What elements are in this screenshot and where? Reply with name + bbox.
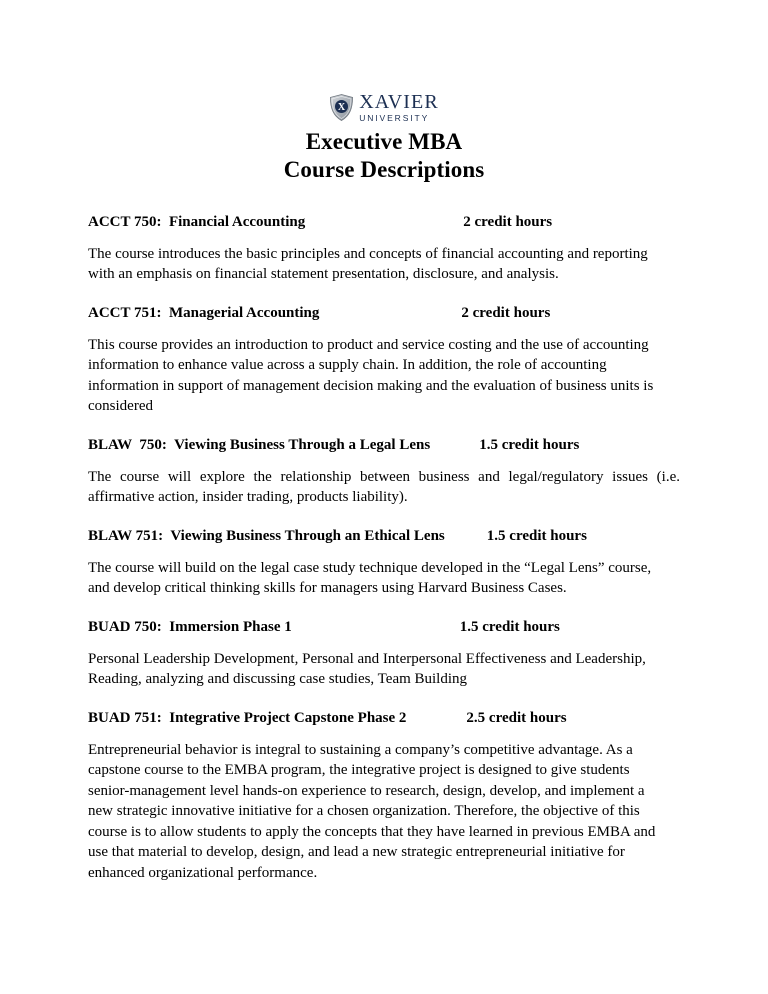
course-code-title: BLAW 750: Viewing Business Through a Legal Lens xyxy=(88,436,431,453)
course-heading xyxy=(88,527,680,546)
course-entry xyxy=(88,213,680,285)
course-heading xyxy=(88,709,680,728)
logo-university-subname: UNIVERSITY xyxy=(359,113,430,123)
page-title xyxy=(0,128,768,184)
course-description: The course will build on the legal case study technique developed in the “Legal Lens” course, and develop critical thinking skills for managers using Harvard Business Cases. xyxy=(88,559,652,597)
course-code-title: ACCT 750: Financial Accounting xyxy=(88,213,306,230)
course-heading xyxy=(88,436,680,455)
course-credit-hours: 1.5 credit hours xyxy=(459,618,560,635)
course-description: This course provides an introduction to product and service costing and the use of accounting information to enhance value across a supply chain. In addition, the role of accounting information in support of management decision making and the evaluation of business units is considered xyxy=(88,336,654,415)
logo-university-name: XAVIER xyxy=(359,91,439,113)
course-description: Entrepreneurial behavior is integral to sustaining a company’s competitive advantage. As a capstone course to the EMBA program, the integrative project is designed to give students senior-management level hands-on experience to research, design, develop, and implement a new strategic innovative initiative for a chosen organization. Therefore, the objective of this course is to allow students to apply the concepts that they have learned in previous EMBA and use that material to develop, design, and lead a new strategic entrepreneurial initiative for enhanced organizational performance. xyxy=(88,741,656,881)
course-entry xyxy=(88,304,680,417)
xavier-university-logo xyxy=(329,92,439,124)
course-list xyxy=(0,184,768,884)
course-entry xyxy=(88,709,680,884)
course-credit-hours: 1.5 credit hours xyxy=(479,436,580,453)
course-heading xyxy=(88,304,680,323)
logo-wordmark xyxy=(359,92,439,124)
university-logo-block xyxy=(0,0,768,124)
course-heading xyxy=(88,213,680,232)
course-credit-hours: 2 credit hours xyxy=(463,213,553,230)
course-description: Personal Leadership Development, Personal and Interpersonal Effectiveness and Leadership, Reading, analyzing and discussing case studies, Team Building xyxy=(88,650,646,688)
course-entry xyxy=(88,527,680,599)
course-code-title: BUAD 751: Integrative Project Capstone Phase 2 xyxy=(88,709,407,726)
xavier-shield-icon xyxy=(329,94,354,121)
course-credit-hours: 1.5 credit hours xyxy=(486,527,587,544)
page-title-line-2: Course Descriptions xyxy=(283,156,485,182)
course-credit-hours: 2 credit hours xyxy=(461,304,551,321)
course-code-title: BUAD 750: Immersion Phase 1 xyxy=(88,618,292,635)
course-credit-hours: 2.5 credit hours xyxy=(466,709,567,726)
course-heading xyxy=(88,618,680,637)
course-entry xyxy=(88,436,680,508)
svg-text:X: X xyxy=(338,102,346,114)
course-code-title: ACCT 751: Managerial Accounting xyxy=(88,304,320,321)
page-title-line-1: Executive MBA xyxy=(305,128,463,154)
course-code-title: BLAW 751: Viewing Business Through an Ethical Lens xyxy=(88,527,445,544)
course-description: The course introduces the basic principles and concepts of financial accounting and reporting with an emphasis on financial statement presentation, disclosure, and analysis. xyxy=(88,245,648,283)
course-description: The course will explore the relationship between business and legal/regulatory issues (i.e. affirmative action, insider trading, products liability). xyxy=(88,468,680,506)
course-entry xyxy=(88,618,680,690)
